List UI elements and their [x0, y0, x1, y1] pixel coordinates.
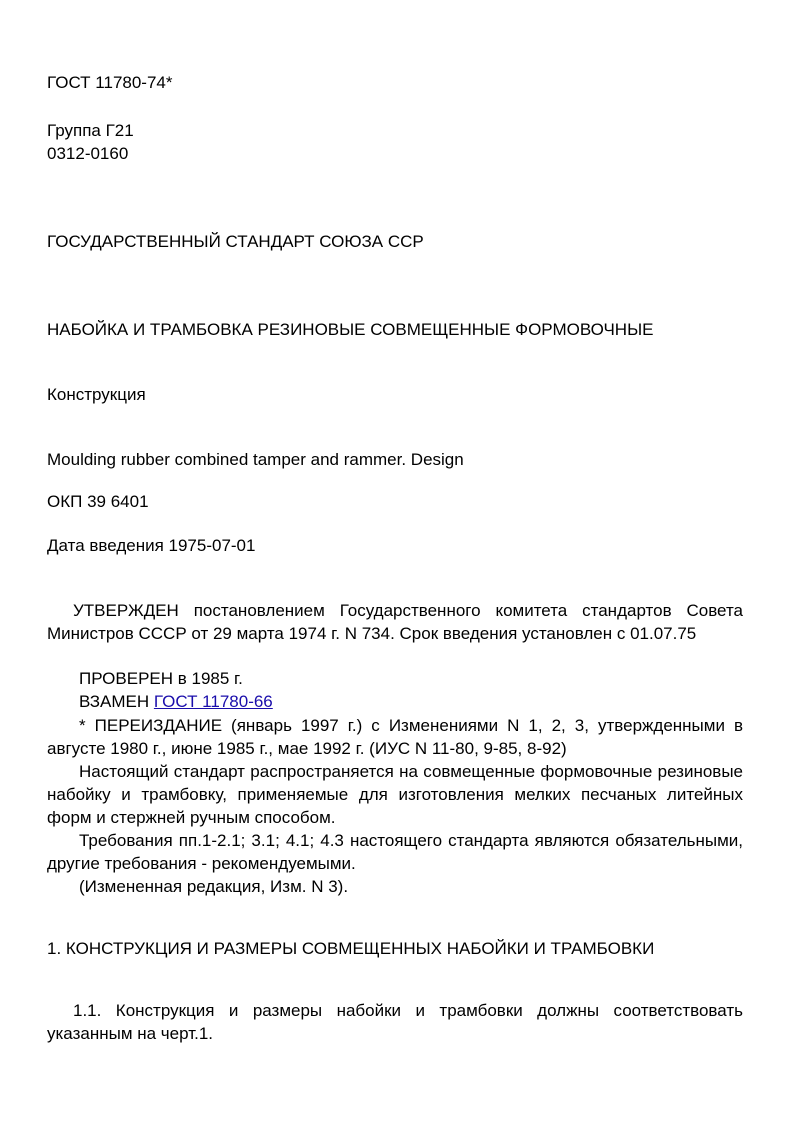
- gost-11780-66-link[interactable]: ГОСТ 11780-66: [153, 692, 273, 711]
- okp-code: ОКП 39 6401: [47, 492, 149, 511]
- approval-paragraph: УТВЕРЖДЕН постановлением Государственного комитета стандартов Совета Министров СССР от 29 марта 1974 г. N 734. Срок введения установлен с 01.07.75: [47, 601, 743, 643]
- document-subtitle: Конструкция: [47, 385, 146, 404]
- document-code: ГОСТ 11780-74*: [47, 73, 173, 92]
- classification-group: Группа Г21: [47, 121, 134, 140]
- requirements-paragraph: Требования пп.1-2.1; 3.1; 4.1; 4.3 настоящего стандарта являются обязательными, другие требования - рекомендуемыми.: [47, 831, 743, 873]
- document-title: НАБОЙКА И ТРАМБОВКА РЕЗИНОВЫЕ СОВМЕЩЕННЫЕ ФОРМОВОЧНЫЕ: [47, 320, 654, 339]
- introduction-date: Дата введения 1975-07-01: [47, 536, 256, 555]
- section-1-heading: 1. КОНСТРУКЦИЯ И РАЗМЕРЫ СОВМЕЩЕННЫХ НАБОЙКИ И ТРАМБОВКИ: [47, 939, 655, 958]
- english-title: Moulding rubber combined tamper and rammer. Design: [47, 450, 464, 469]
- edition-note: (Измененная редакция, Изм. N 3).: [79, 877, 349, 896]
- replaced-note: [79, 691, 273, 713]
- replaced-prefix: ВЗАМЕН: [79, 692, 154, 711]
- classification-code: 0312-0160: [47, 144, 129, 163]
- scope-paragraph: Настоящий стандарт распространяется на совмещенные формовочные резиновые набойку и трамбовку, применяемые для изготовления мелких песчаных литейных форм и стержней ручным способом.: [47, 762, 743, 827]
- standard-title: ГОСУДАРСТВЕННЫЙ СТАНДАРТ СОЮЗА ССР: [47, 232, 424, 251]
- reissue-paragraph: * ПЕРЕИЗДАНИЕ (январь 1997 г.) с Изменениями N 1, 2, 3, утвержденными в августе 1980 г., июне 1985 г., мае 1992 г. (ИУС N 11-80, 9-85, 8-92): [47, 716, 743, 758]
- checked-note: ПРОВЕРЕН в 1985 г.: [79, 669, 243, 688]
- item-1-1-paragraph: 1.1. Конструкция и размеры набойки и трамбовки должны соответствовать указанным на черт.1.: [47, 1001, 743, 1043]
